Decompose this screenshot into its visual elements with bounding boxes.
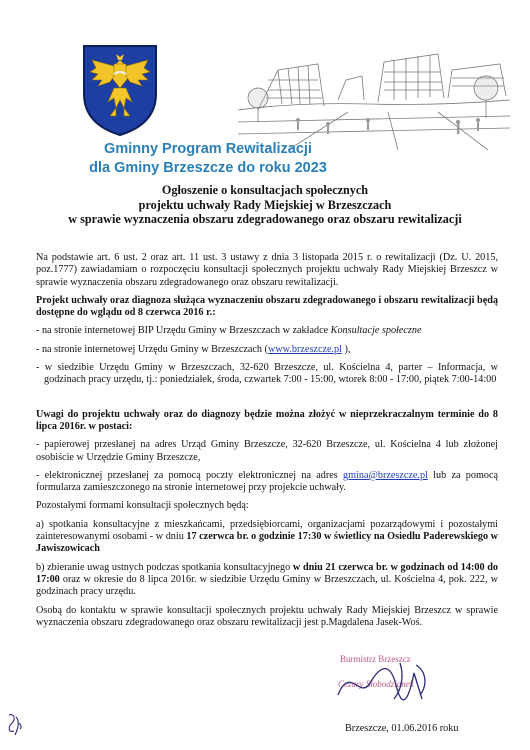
comments-item-electronic-suffix: lub za pomocą formularza zamieszczonego na stronie internetowej przy projekcie uchwały. bbox=[36, 469, 499, 494]
silesian-eagle-crest-icon bbox=[80, 42, 160, 138]
signature-stamp-title: Burmistrz Brzeszcz bbox=[340, 654, 411, 664]
availability-item-website-suffix: ), bbox=[341, 343, 351, 355]
availability-item-office: - w siedzibie Urzędu Gminy w Brzeszczach, 32-620 Brzeszcze, ul. Kościelna 4, parter – Informacja, w godzinach pracy urzędu, tj.: poniedziałek, środa, czwartek 7:00 - 15:00, wtorek 8:00 - 17:00, piątek 7:00-14:00 bbox=[36, 362, 498, 386]
comments-item-electronic bbox=[36, 470, 498, 495]
program-title-line2: dla Gminy Brzeszcze do roku 2023 bbox=[89, 160, 327, 176]
availability-item-bip-tab: Konsultacje społeczne bbox=[330, 325, 422, 337]
contact-paragraph: Osobą do kontaktu w sprawie konsultacji społecznych projektu uchwały Rady Miejskiej Brzeszcz w sprawie wyznaczenia obszaru zdegradowanego oraz obszaru rewitalizacji jest p.Magdalena Jasek-Woś. bbox=[36, 604, 498, 628]
form-b-suffix: oraz w okresie do 8 lipca 2016r. w siedzibie Urzędu Gminy w Brzeszczach, ul. Kościelna 4, pok. 222, w godzinach pracy urzędu. bbox=[36, 573, 498, 598]
date-location: Brzeszcze, 01.06.2016 roku bbox=[345, 723, 459, 734]
form-b-date: w dniu 21 czerwca br. w godzinach od 14:00 do 17:00 bbox=[36, 561, 499, 585]
comments-heading: Uwagi do projektu uchwały oraz do diagnozy będzie można złożyć w nieprzekraczalnym terminie do 8 lipca 2016r. w postaci: bbox=[36, 408, 498, 432]
document-body bbox=[36, 252, 498, 629]
announcement-title bbox=[40, 183, 490, 227]
availability-heading: Projekt uchwały oraz diagnoza służąca wyznaczeniu obszaru zdegradowanego i obszaru rewitalizacji będą dostępne do wglądu od 8 czerwca 2016 r.: bbox=[36, 294, 498, 319]
form-b-text: b) zbieranie uwag ustnych podczas spotkania konsultacyjnego bbox=[36, 561, 293, 573]
signature-stamp-name: Cezary Słobodzianek bbox=[338, 679, 414, 689]
initials-mark-icon bbox=[6, 711, 24, 737]
availability-item-website bbox=[36, 344, 498, 356]
form-a-meetings bbox=[36, 519, 498, 556]
program-title bbox=[78, 140, 338, 178]
availability-item-bip bbox=[36, 325, 498, 337]
form-b-oral-comments bbox=[36, 562, 498, 599]
announcement-title-line2: projektu uchwały Rady Miejskiej w Brzeszczach bbox=[138, 197, 392, 212]
website-link[interactable]: www.brzeszcze.pl bbox=[267, 343, 342, 355]
email-link[interactable]: gmina@brzeszcze.pl bbox=[343, 469, 428, 481]
form-a-text: a) spotkania konsultacyjne z mieszkańcami, przedsiębiorcami, organizacjami pozarządowymi i pozostałymi zainteresowanymi osobami - w dniu bbox=[36, 518, 498, 543]
handwritten-signature-icon bbox=[330, 655, 435, 705]
intro-paragraph: Na podstawie art. 6 ust. 2 oraz art. 11 ust. 3 ustawy z dnia 3 listopada 2015 r. o rewitalizacji (Dz. U. 2015, poz.1777) zawiadamiam o rozpoczęciu konsultacji społecznych projektu uchwały Rady Miejskiej Brzeszcz w sprawie wyznaczenia obszaru zdegradowanego oraz obszaru rewitalizacji. bbox=[36, 252, 498, 288]
announcement-title-line3: w sprawie wyznaczenia obszaru zdegradowanego oraz obszaru rewitalizacji bbox=[68, 212, 462, 226]
availability-item-bip-text: - na stronie internetowej BIP Urzędu Gminy w Brzeszczach w zakładce bbox=[36, 325, 331, 337]
town-square-sketch-icon bbox=[238, 40, 510, 150]
form-a-date: 17 czerwca br. o godzinie 17:30 w świetlicy na Osiedlu Paderewskiego w Jawiszowicach bbox=[36, 531, 498, 555]
availability-item-website-text: - na stronie internetowej Urzędu Gminy w Brzeszczach ( bbox=[36, 343, 268, 355]
comments-item-electronic-text: - elektronicznej przesłanej za pomocą poczty elektronicznej na adres bbox=[36, 469, 343, 481]
announcement-title-line1: Ogłoszenie o konsultacjach społecznych bbox=[161, 183, 369, 197]
program-title-line1: Gminny Program Rewitalizacji bbox=[104, 141, 312, 157]
other-forms-text: Pozostałymi formami konsultacji społecznych będą: bbox=[36, 500, 249, 512]
comments-item-paper: - papierowej przesłanej na adres Urząd Gminy Brzeszcze, 32-620 Brzeszcze, ul. Kościelna 4 lub złożonej osobiście w Urzędzie Gminy Brzeszcze, bbox=[36, 439, 498, 463]
